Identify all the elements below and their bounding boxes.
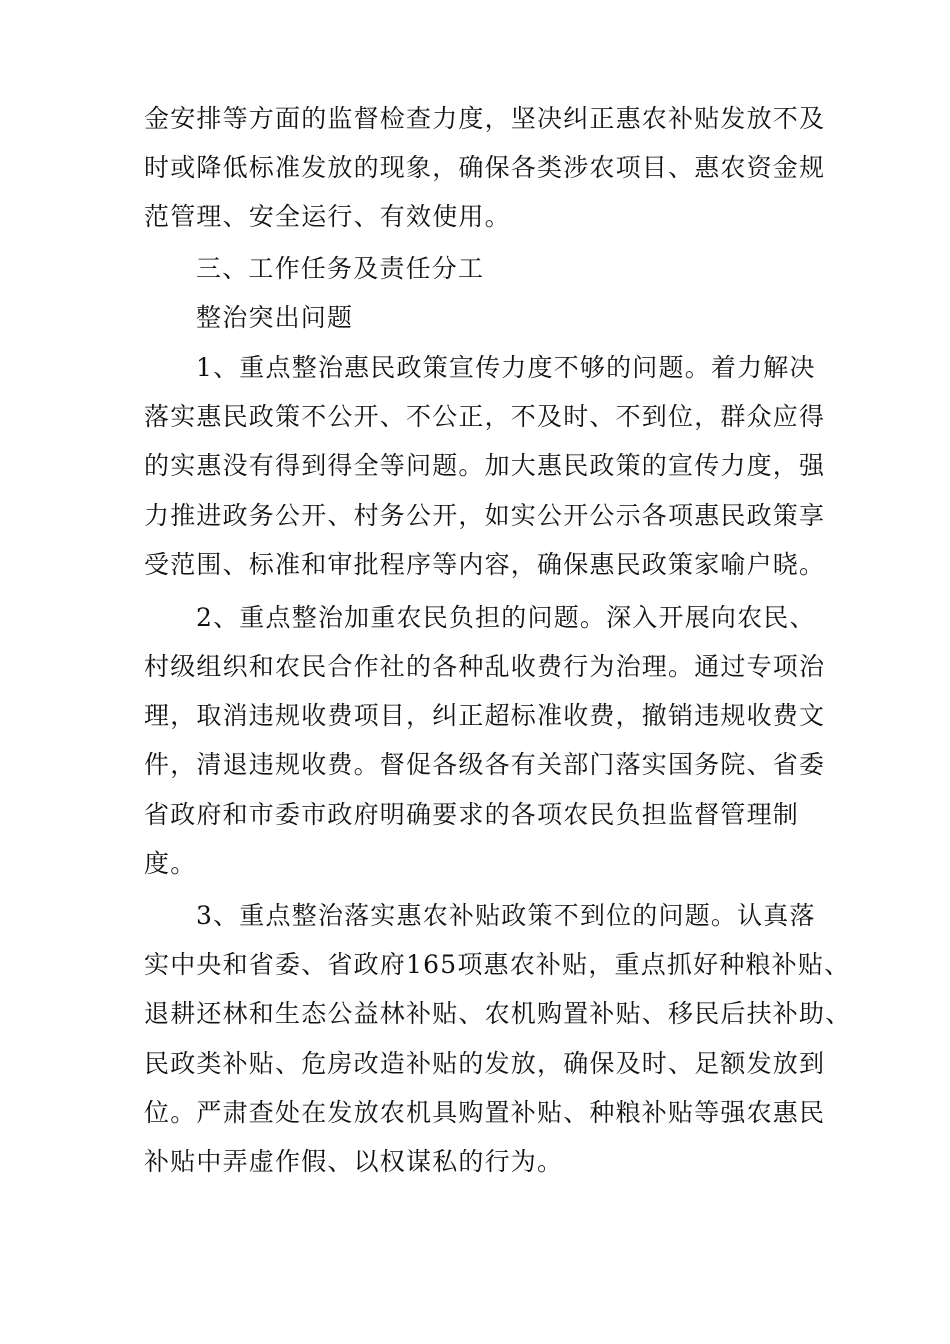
text-line: 退耕还林和生态公益林补贴、农机购置补贴、移民后扶补助、 — [144, 999, 852, 1028]
text-line: 落实惠民政策不公开、不公正，不及时、不到位，群众应得 — [144, 402, 826, 431]
text-line: 度。 — [144, 849, 197, 878]
text-line: 金安排等方面的监督检查力度，坚决纠正惠农补贴发放不及 — [144, 104, 826, 133]
text-line: 力推进政务公开、村务公开，如实公开公示各项惠民政策享 — [144, 501, 826, 530]
text-line: 补贴中弄虚作假、以权谋私的行为。 — [144, 1147, 564, 1176]
text-line: 理，取消违规收费项目，纠正超标准收费，撤销违规收费文 — [144, 701, 826, 730]
text-line: 2、重点整治加重农民负担的问题。深入开展向农民、 — [196, 603, 816, 632]
text-line: 3、重点整治落实惠农补贴政策不到位的问题。认真落 — [196, 901, 816, 930]
text-line: 村级组织和农民合作社的各种乱收费行为治理。通过专项治 — [144, 652, 826, 681]
text-line: 位。严肃查处在发放农机具购置补贴、种粮补贴等强农惠民 — [144, 1098, 826, 1127]
text-line: 件，清退违规收费。督促各级各有关部门落实国务院、省委 — [144, 750, 826, 779]
text-line: 实中央和省委、省政府165项惠农补贴，重点抓好种粮补贴、 — [144, 950, 851, 979]
text-line: 民政类补贴、危房改造补贴的发放，确保及时、足额发放到 — [144, 1049, 826, 1078]
text-line: 1、重点整治惠民政策宣传力度不够的问题。着力解决 — [196, 353, 816, 382]
subsection-heading: 整治突出问题 — [196, 303, 354, 332]
text-line: 时或降低标准发放的现象，确保各类涉农项目、惠农资金规 — [144, 153, 826, 182]
text-line: 的实惠没有得到得全等问题。加大惠民政策的宣传力度，强 — [144, 451, 826, 480]
text-line: 受范围、标准和审批程序等内容，确保惠民政策家喻户晓。 — [144, 550, 826, 579]
text-line: 省政府和市委市政府明确要求的各项农民负担监督管理制 — [144, 800, 800, 829]
section-heading: 三、工作任务及责任分工 — [196, 254, 485, 283]
text-line: 范管理、安全运行、有效使用。 — [144, 202, 511, 231]
